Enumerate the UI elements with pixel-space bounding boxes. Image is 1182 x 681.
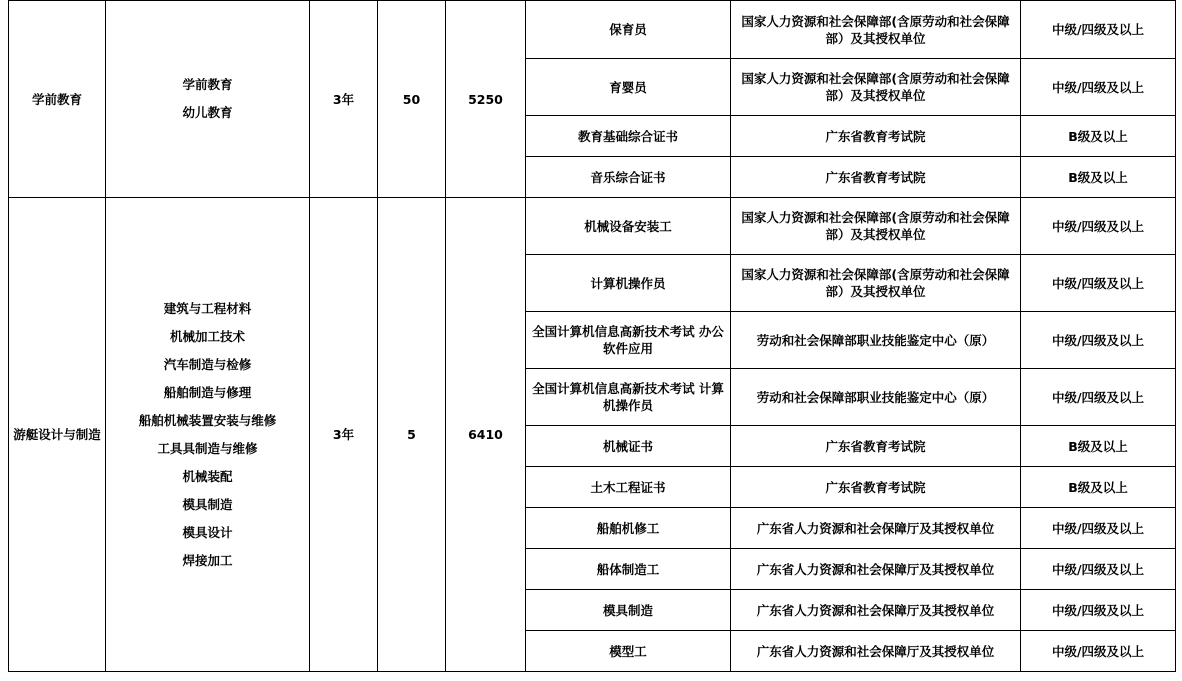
certificate-table [8, 0, 1176, 672]
cert-name-cell: 船舶机修工 [526, 508, 731, 549]
cert-authority-cell: 广东省人力资源和社会保障厅及其授权单位 [731, 508, 1021, 549]
majors-cell [106, 198, 310, 672]
table-row [9, 1, 1176, 59]
cert-authority-cell: 国家人力资源和社会保障部(含原劳动和社会保障部）及其授权单位 [731, 198, 1021, 255]
major-item: 模具制造 [182, 496, 233, 512]
cert-name-cell: 模型工 [526, 631, 731, 672]
cert-authority-cell: 国家人力资源和社会保障部(含原劳动和社会保障部）及其授权单位 [731, 1, 1021, 59]
cert-name-cell: 全国计算机信息高新技术考试 计算机操作员 [526, 369, 731, 426]
cert-level-cell: 中级/四级及以上 [1021, 590, 1176, 631]
cert-level-cell: 中级/四级及以上 [1021, 312, 1176, 369]
cert-authority-cell: 广东省教育考试院 [731, 426, 1021, 467]
cert-level-cell: 中级/四级及以上 [1021, 631, 1176, 672]
major-item: 学前教育 [182, 77, 233, 92]
major-item: 模具设计 [182, 524, 233, 540]
cert-level-cell: B级及以上 [1021, 116, 1176, 157]
cert-level-cell: 中级/四级及以上 [1021, 59, 1176, 116]
cert-authority-cell: 劳动和社会保障部职业技能鉴定中心（原） [731, 312, 1021, 369]
cert-name-cell: 全国计算机信息高新技术考试 办公软件应用 [526, 312, 731, 369]
cert-name-cell: 音乐综合证书 [526, 157, 731, 198]
category-cell: 游艇设计与制造 [9, 198, 106, 672]
cert-authority-cell: 广东省人力资源和社会保障厅及其授权单位 [731, 631, 1021, 672]
category-cell: 学前教育 [9, 1, 106, 198]
cert-authority-cell: 国家人力资源和社会保障部(含原劳动和社会保障部）及其授权单位 [731, 255, 1021, 312]
cert-name-cell: 教育基础综合证书 [526, 116, 731, 157]
duration-cell: 3年 [310, 1, 378, 198]
cert-level-cell: 中级/四级及以上 [1021, 549, 1176, 590]
cert-level-cell: 中级/四级及以上 [1021, 508, 1176, 549]
cert-name-cell: 育婴员 [526, 59, 731, 116]
cert-level-cell: 中级/四级及以上 [1021, 255, 1176, 312]
major-item: 机械加工技术 [169, 328, 245, 344]
major-item: 船舶制造与修理 [163, 384, 252, 400]
cert-level-cell: B级及以上 [1021, 467, 1176, 508]
major-item: 幼儿教育 [182, 105, 233, 120]
major-item: 船舶机械装置安装与维修 [138, 412, 277, 428]
major-item: 焊接加工 [182, 552, 233, 568]
cert-level-cell: B级及以上 [1021, 426, 1176, 467]
cert-authority-cell: 广东省教育考试院 [731, 467, 1021, 508]
count-cell: 5 [378, 198, 446, 672]
cert-level-cell: B级及以上 [1021, 157, 1176, 198]
cert-name-cell: 模具制造 [526, 590, 731, 631]
cert-level-cell: 中级/四级及以上 [1021, 369, 1176, 426]
cert-authority-cell: 广东省人力资源和社会保障厅及其授权单位 [731, 549, 1021, 590]
cert-name-cell: 土木工程证书 [526, 467, 731, 508]
cert-name-cell: 船体制造工 [526, 549, 731, 590]
table-row [9, 198, 1176, 255]
cert-authority-cell: 国家人力资源和社会保障部(含原劳动和社会保障部）及其授权单位 [731, 59, 1021, 116]
major-item: 汽车制造与检修 [163, 356, 252, 372]
cert-authority-cell: 广东省教育考试院 [731, 116, 1021, 157]
major-item: 工具具制造与维修 [157, 440, 258, 456]
cert-authority-cell: 劳动和社会保障部职业技能鉴定中心（原） [731, 369, 1021, 426]
cert-level-cell: 中级/四级及以上 [1021, 1, 1176, 59]
cert-level-cell: 中级/四级及以上 [1021, 198, 1176, 255]
cert-name-cell: 机械设备安装工 [526, 198, 731, 255]
count-cell: 50 [378, 1, 446, 198]
majors-cell [106, 1, 310, 198]
cert-name-cell: 计算机操作员 [526, 255, 731, 312]
duration-cell: 3年 [310, 198, 378, 672]
cert-name-cell: 保育员 [526, 1, 731, 59]
cert-authority-cell: 广东省教育考试院 [731, 157, 1021, 198]
major-item: 机械装配 [182, 468, 233, 484]
fee-cell: 6410 [446, 198, 526, 672]
cert-authority-cell: 广东省人力资源和社会保障厅及其授权单位 [731, 590, 1021, 631]
major-item: 建筑与工程材料 [163, 300, 252, 316]
cert-name-cell: 机械证书 [526, 426, 731, 467]
fee-cell: 5250 [446, 1, 526, 198]
